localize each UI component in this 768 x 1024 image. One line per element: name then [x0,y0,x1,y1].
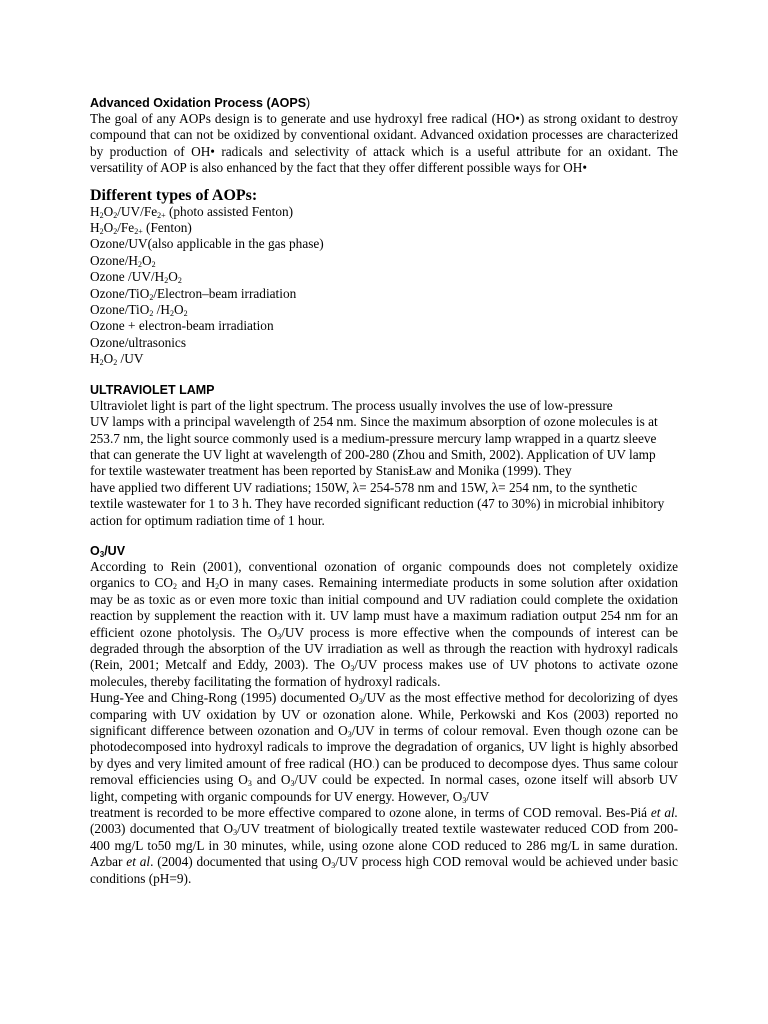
list-item: $H_2O_2/Fe_{2+}$ (Fenton) [90,220,192,237]
document-page [90,95,678,887]
spacer [90,368,678,382]
list-item: Ozone/$H_2O_2$ [90,252,156,269]
uv-lamp-paragraph [90,398,678,529]
list-item: Ozone $/UV/H_2O_2$ [90,269,182,286]
list-item: Ozone + electron-beam irradiation [90,318,274,334]
o3uv-paragraph-3: treatment is recorded to be more effective compared to ozone alone, in terms of COD removal. Bes-Piá et al. (2003) documented that $O_3/UV$ treatment of biologically treated textile wastewater reduced COD from 200-400 mg/L to50 mg/L in 30 minutes, while, using ozone alone COD reduced to 286 mg/L in same duration. Azbar et al. (2004) documented that using $O_3/UV$ process high COD removal would be achieved under basic conditions (pH=9). [90,805,679,886]
list-item: Ozone/TiO$_2$/Electron–beam irradiation [90,285,297,302]
heading-o3uv: $O_3/UV$ [90,543,126,559]
text-line: for textile wastewater treatment has been reported by StanisŁaw and Monika (1999). They [90,463,572,479]
heading-aops-paren: ) [306,96,311,110]
o3uv-paragraph-2: Hung-Yee and Ching-Rong (1995) documented $O_3/UV$ as the most effective method for decolorizing of dyes comparing with UV oxidation by UV or ozonation alone. While, Perkowski and Kos (2003) reported no significant difference between ozonation and $O_3/UV$ in terms of colour removal. Even though ozone can be photodecomposed into hydroxyl radicals to improve the degradation of organics, UV light is highly absorbed by dyes and very limited amount of free radical $(HO_\cdot)$ can be produced to decompose dyes. Thus same colour removal efficiencies using $O_3$ and $O_3/UV$ could be expected. In normal cases, ozone itself will absorb UV light, competing with organic compounds for UV energy. However, $O_3/UV$ [90,690,678,805]
spacer [90,529,678,543]
list-item: Ozone/UV(also applicable in the gas phase) [90,236,324,252]
heading-aops [90,95,678,111]
text-line: UV lamps with a principal wavelength of 254 nm. Since the maximum absorption of ozone molecules is at [90,414,658,430]
list-item: $H_2O_2/UV/Fe_{2+}$ (photo assisted Fenton) [90,203,294,220]
text-line: 253.7 nm, the light source commonly used is a medium-pressure mercury lamp wrapped in a quartz sleeve [90,430,657,446]
text-line: Ultraviolet light is part of the light spectrum. The process usually involves the use of low-pressure [90,397,613,413]
o3uv-paragraph-1: According to Rein (2001), conventional ozonation of organic compounds does not completely oxidize organics to $CO_2$ and $H_2O$ in many cases. Remaining intermediate products in some solution after oxidation may be as toxic as or even more toxic than initial compound and UV radiation could complete the oxidation reaction by supplement the reaction with it. UV lamp must have a maximum radiation output 254 nm for an efficient ozone photolysis. The $O_3/UV$ process is more effective when the compounds of interest can be degraded through the absorption of the UV irradiation as well as through the reaction with hydroxyl radicals (Rein, 2001; Metcalf and Eddy, 2003). The $O_3/UV$ process makes use of UV photons to activate ozone molecules, thereby facilitating the formation of hydroxyl radicals. [90,558,678,689]
list-item: Ozone/ultrasonics [90,334,187,350]
heading-uv-lamp: ULTRAVIOLET LAMP [90,382,215,397]
text-line: action for optimum radiation time of 1 hour. [90,512,325,528]
text-line: that can generate the UV light at wavelength of 200-280 (Zhou and Smith, 2002). Application of UV lamp [90,446,656,462]
heading-types: Different types of AOPs: [90,186,258,204]
heading-aops-text: Advanced Oxidation Process (AOPS [90,96,307,110]
list-item: $H_2O_2$ /UV [90,351,144,368]
text-line: textile wastewater for 1 to 3 h. They have recorded significant reduction (47 to 30%) in microbial inhibitory [90,496,665,512]
aops-paragraph: The goal of any AOPs design is to generate and use hydroxyl free radical (HO•) as strong oxidant to destroy compound that can not be oxidized by conventional oxidant. Advanced oxidation processes are characterized by production of OH• radicals and selectivity of attack which is a useful attribute for an oxidant. The versatility of AOP is also enhanced by the fact that they offer different possible ways for OH• [90,111,678,176]
text-line: have applied two different UV radiations; 150W, λ= 254-578 nm and 15W, λ= 254 nm, to the synthetic [90,479,638,495]
list-item: Ozone/TiO$_2$ $/H_2O_2$ [90,302,188,319]
spacer [90,177,678,187]
aop-types-list [90,204,678,368]
